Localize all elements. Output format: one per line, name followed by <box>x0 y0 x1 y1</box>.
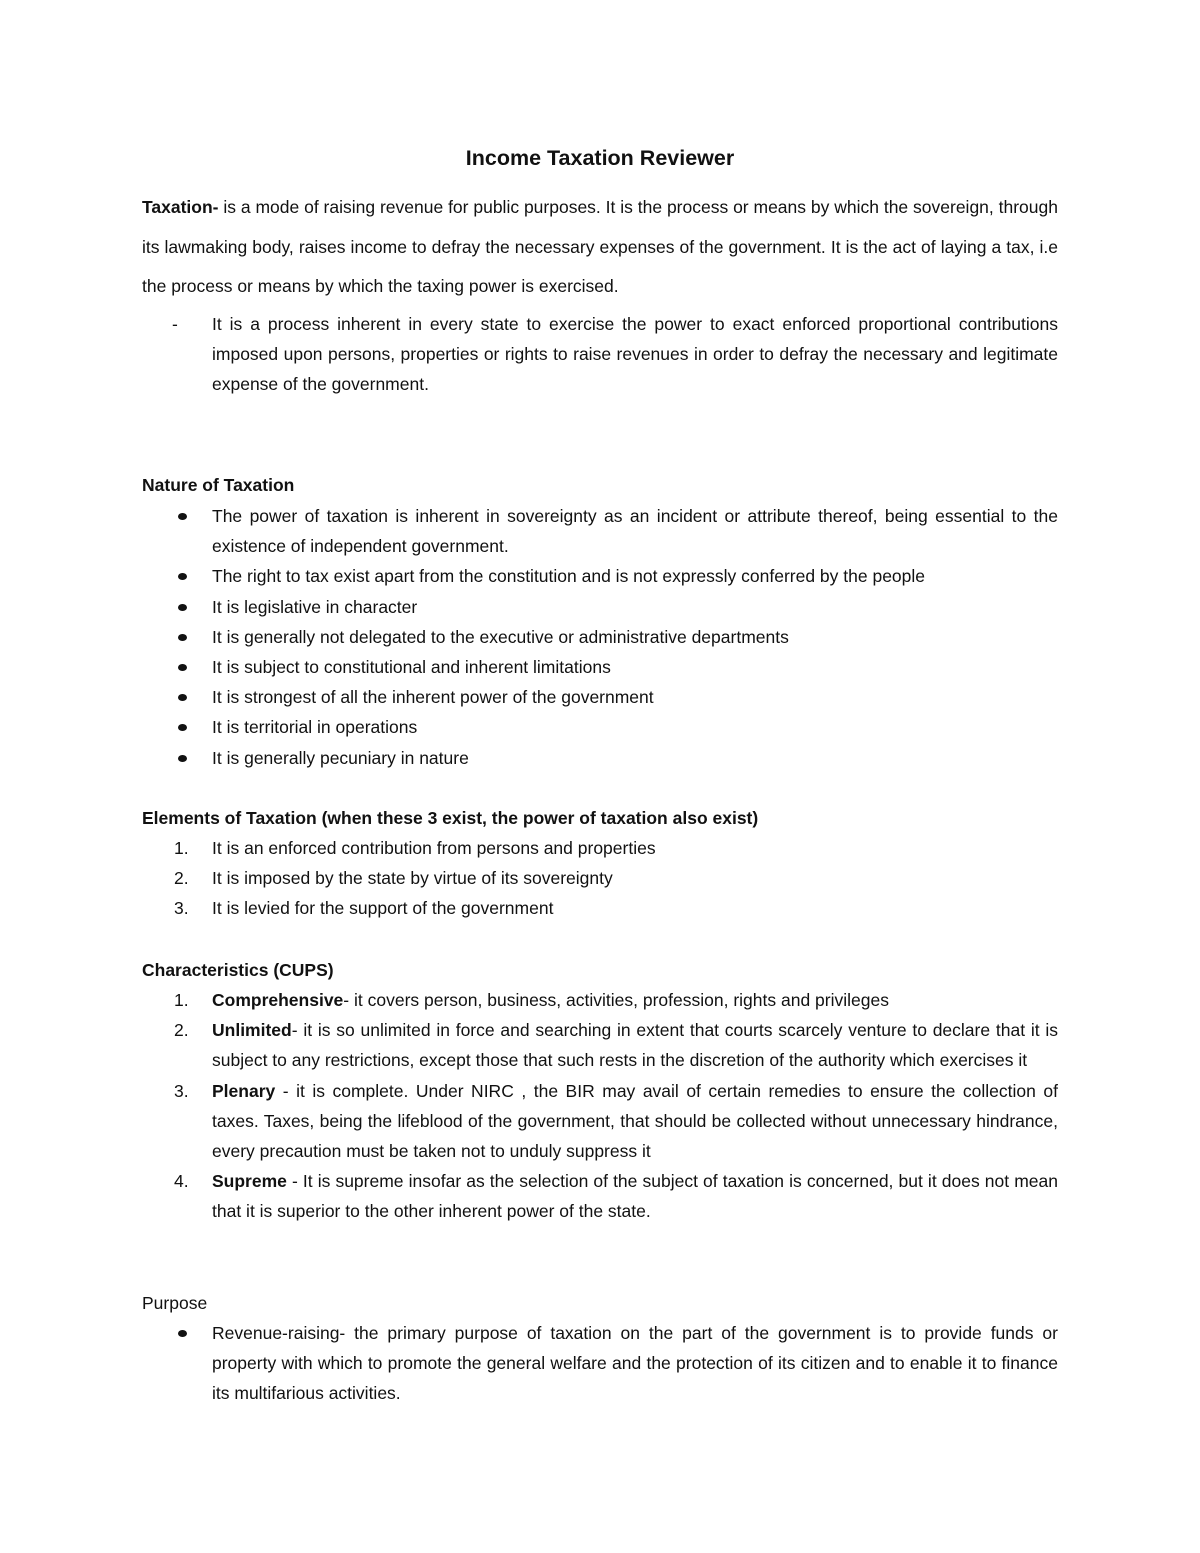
list-item-text: It is generally not delegated to the executive or administrative departments <box>212 626 789 647</box>
list-item-text: - It is supreme insofar as the selection of the subject of taxation is concerned, but it does not mean that it is superior to the other inherent power of the state. <box>212 1171 1058 1222</box>
bullet-icon <box>178 694 187 701</box>
list-item <box>142 622 1058 652</box>
purpose-heading: Purpose <box>142 1293 208 1313</box>
characteristic-term: Plenary <box>212 1080 276 1101</box>
list-item <box>142 652 1058 682</box>
list-item-text: It is generally pecuniary in nature <box>212 747 469 768</box>
list-item-text: - it is so unlimited in force and searching in extent that courts scarcely venture to declare that it is subject to any restrictions, except those that such rests in the discretion of the authority which exercises it <box>212 1020 1058 1071</box>
list-item-text: Revenue-raising- the primary purpose of taxation on the part of the government is to provide funds or property with which to promote the general welfare and the protection of its citizen and to enable it to finance its multifarious activities. <box>212 1323 1058 1404</box>
bullet-icon <box>178 664 187 671</box>
list-item-text: It is territorial in operations <box>212 717 418 738</box>
list-item-text: It is imposed by the state by virtue of its sovereignty <box>212 868 613 889</box>
characteristics-list <box>142 985 1058 1227</box>
list-item-text: The power of taxation is inherent in sovereignty as an incident or attribute thereof, being essential to the existence of independent government. <box>212 506 1058 557</box>
list-number: 2. <box>174 868 189 889</box>
characteristic-term: Unlimited <box>212 1020 292 1041</box>
bullet-icon <box>178 1330 187 1337</box>
bullet-icon <box>178 634 187 641</box>
list-item <box>142 712 1058 742</box>
elements-heading: Elements of Taxation (when these 3 exist, the power of taxation also exist) <box>142 808 759 828</box>
list-item-text: - it covers person, business, activities, profession, rights and privileges <box>343 990 889 1010</box>
list-number: 3. <box>174 898 189 919</box>
nature-list <box>142 501 1058 773</box>
taxation-definition <box>142 188 1058 307</box>
characteristics-heading: Characteristics (CUPS) <box>142 960 334 980</box>
definition-sub-text: It is a process inherent in every state to exercise the power to exact enforced proportional contributions imposed upon persons, properties or rights to raise revenues in order to defray the necessary and legitimate expense of the government. <box>212 314 1058 395</box>
list-item <box>142 501 1058 561</box>
list-item <box>142 1015 1058 1075</box>
list-item-text: It is levied for the support of the government <box>212 898 554 919</box>
list-item <box>142 1076 1058 1167</box>
bullet-icon <box>178 604 187 611</box>
list-item <box>142 1318 1058 1409</box>
characteristic-term: Comprehensive <box>212 990 344 1010</box>
list-item-text: It is legislative in character <box>212 596 418 617</box>
list-item <box>142 682 1058 712</box>
list-item <box>142 561 1058 591</box>
list-item <box>142 863 1058 893</box>
list-item-text: It is subject to constitutional and inherent limitations <box>212 657 611 678</box>
list-item <box>142 309 1058 400</box>
characteristic-term: Supreme <box>212 1171 287 1192</box>
list-number: 4. <box>174 1171 189 1192</box>
purpose-list <box>142 1318 1058 1409</box>
list-item <box>142 893 1058 923</box>
list-item-text: It is strongest of all the inherent power of the government <box>212 687 654 708</box>
list-item <box>142 985 1058 1015</box>
list-item-text: - it is complete. Under NIRC , the BIR may avail of certain remedies to ensure the collection of taxes. Taxes, being the lifeblood of the government, that should be collected without unnecessary hindrance, every precaution must be taken not to unduly suppress it <box>212 1080 1058 1162</box>
elements-list <box>142 833 1058 924</box>
list-item-text: It is an enforced contribution from persons and properties <box>212 838 656 858</box>
page-title: Income Taxation Reviewer <box>465 146 735 170</box>
definition-text: is a mode of raising revenue for public purposes. It is the process or means by which the sovereign, through its lawmaking body, raises income to defray the necessary expenses of the government. It is the act of laying a tax, i.e the process or means by which the taxing power is exercised. <box>142 197 1058 296</box>
dash-marker: - <box>172 314 178 334</box>
list-number: 2. <box>174 1020 189 1041</box>
list-item <box>142 592 1058 622</box>
bullet-icon <box>178 513 187 520</box>
list-item-text: The right to tax exist apart from the constitution and is not expressly conferred by the people <box>212 566 926 587</box>
bullet-icon <box>178 755 187 762</box>
bullet-icon <box>178 724 187 731</box>
bullet-icon <box>178 573 187 580</box>
nature-heading: Nature of Taxation <box>142 475 295 495</box>
list-item <box>142 1166 1058 1226</box>
definition-sub-list <box>142 309 1058 400</box>
list-item <box>142 833 1058 863</box>
definition-term: Taxation- <box>142 197 219 217</box>
list-item <box>142 743 1058 773</box>
list-number: 1. <box>174 990 189 1010</box>
list-number: 1. <box>174 838 189 858</box>
list-number: 3. <box>174 1080 189 1101</box>
